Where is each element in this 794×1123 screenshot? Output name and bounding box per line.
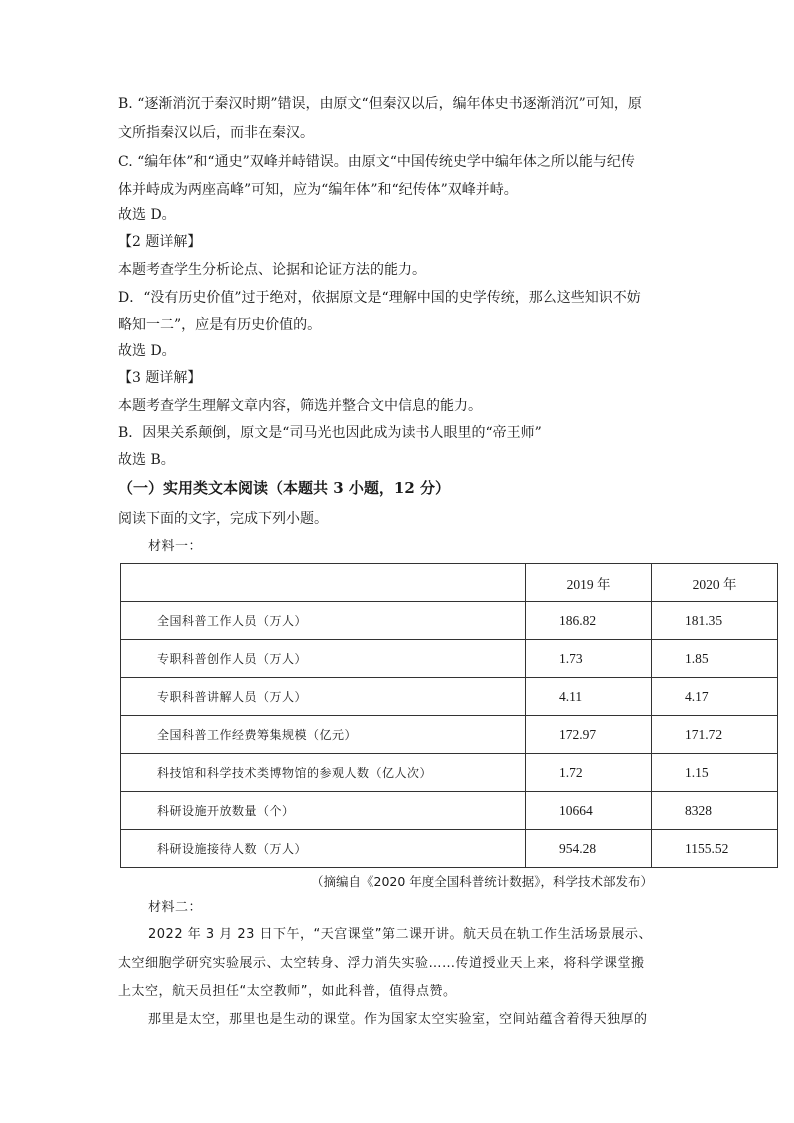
table-row	[121, 602, 778, 640]
text-line: 上太空，航天员担任“太空教师”，如此科普，值得点赞。	[118, 984, 457, 999]
value-2020: 1155.52	[652, 830, 778, 868]
text-line: 故选 D。	[118, 207, 176, 223]
table-row	[121, 678, 778, 716]
table-row	[121, 792, 778, 830]
statistics-table	[120, 563, 778, 868]
text-line: 文所指秦汉以后，而非在秦汉。	[118, 125, 314, 141]
table-source-note: （摘编自《2020 年度全国科普统计数据》，科学技术部发布）	[311, 874, 654, 889]
text-line: 故选 B。	[118, 452, 175, 468]
text-line: D．“没有历史价值”过于绝对，依据原文是“理解中国的史学传统，那么这些知识不妨	[118, 290, 641, 306]
table-row	[121, 640, 778, 678]
material-two-label: 材料二：	[148, 900, 203, 915]
value-2020: 1.85	[652, 640, 778, 678]
section-heading: （一）实用类文本阅读（本题共 3 小题，12 分）	[118, 479, 450, 497]
value-2019: 954.28	[526, 830, 652, 868]
row-label: 全国科普工作经费筹集规模（亿元）	[121, 716, 526, 754]
value-2019: 4.11	[526, 678, 652, 716]
text-line: 2022 年 3 月 23 日下午，“天宫课堂”第二课开讲。航天员在轨工作生活场景展示、	[148, 927, 653, 942]
text-line: 略知一二”，应是有历史价值的。	[118, 317, 322, 333]
table-row	[121, 830, 778, 868]
text-line: 故选 D。	[118, 343, 176, 359]
value-2019: 10664	[526, 792, 652, 830]
value-2020: 181.35	[652, 602, 778, 640]
row-label: 专职科普创作人员（万人）	[121, 640, 526, 678]
question-heading: 【2 题详解】	[118, 234, 202, 250]
text-line: 那里是太空，那里也是生动的课堂。作为国家太空实验室，空间站蕴含着得天独厚的	[148, 1012, 648, 1027]
text-line: B. “逐渐消沉于秦汉时期”错误，由原文“但秦汉以后，编年体史书逐渐消沉”可知，原	[118, 96, 642, 112]
row-label: 专职科普讲解人员（万人）	[121, 678, 526, 716]
value-2020: 8328	[652, 792, 778, 830]
value-2019: 186.82	[526, 602, 652, 640]
row-label: 科研设施开放数量（个）	[121, 792, 526, 830]
text-line: 太空细胞学研究实验展示、太空转身、浮力消失实验……传道授业天上来，将科学课堂搬	[118, 956, 645, 971]
instruction-text: 阅读下面的文字，完成下列小题。	[118, 511, 328, 527]
text-line: 体并峙成为两座高峰”可知，应为“编年体”和“纪传体”双峰并峙。	[118, 182, 518, 198]
value-2019: 172.97	[526, 716, 652, 754]
table-header-row	[121, 564, 778, 602]
row-label: 科技馆和科学技术类博物馆的参观人数（亿人次）	[121, 754, 526, 792]
table-header-cell: 2019 年	[526, 564, 652, 602]
value-2020: 1.15	[652, 754, 778, 792]
value-2019: 1.72	[526, 754, 652, 792]
value-2020: 4.17	[652, 678, 778, 716]
table-row	[121, 716, 778, 754]
text-line: C. “编年体”和“通史”双峰并峙错误。由原文“中国传统史学中编年体之所以能与纪传	[118, 154, 635, 170]
text-line: B．因果关系颠倒，原文是“司马光也因此成为读书人眼里的“帝王师”	[118, 425, 542, 441]
text-line: 本题考查学生分析论点、论据和论证方法的能力。	[118, 262, 426, 278]
table-row	[121, 754, 778, 792]
material-one-label: 材料一：	[148, 539, 203, 554]
row-label: 全国科普工作人员（万人）	[121, 602, 526, 640]
table-header-cell: 2020 年	[652, 564, 778, 602]
value-2020: 171.72	[652, 716, 778, 754]
row-label: 科研设施接待人数（万人）	[121, 830, 526, 868]
table-header-cell	[121, 564, 526, 602]
value-2019: 1.73	[526, 640, 652, 678]
question-heading: 【3 题详解】	[118, 370, 202, 386]
text-line: 本题考查学生理解文章内容，筛选并整合文中信息的能力。	[118, 398, 482, 414]
